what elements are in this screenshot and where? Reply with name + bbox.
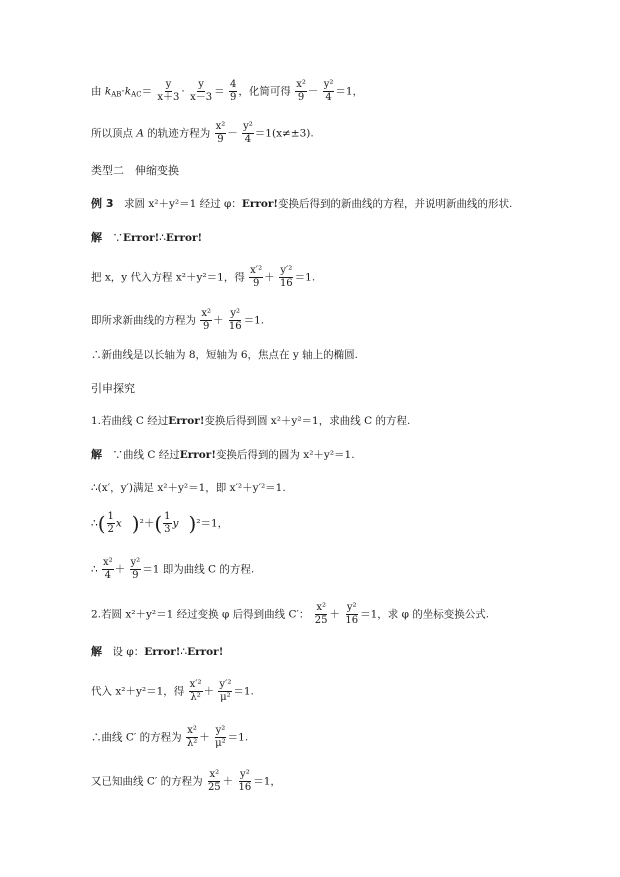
curve-c-prime-line (91, 726, 248, 749)
text: ＝1. (243, 314, 265, 327)
text: 把 x，y 代入方程 x²＋y²＝1，得 (91, 271, 245, 284)
fraction-part: x′² (189, 679, 202, 690)
text: 变换后得到的圆为 x²＋y²＝1. (215, 449, 355, 461)
fraction-part: x² (209, 769, 220, 780)
fraction-part: x² (215, 121, 226, 132)
text: ＝ (141, 85, 153, 98)
fraction (107, 512, 115, 535)
fraction-part: y² (346, 602, 357, 613)
example-label: 例 3 (91, 197, 114, 210)
fraction-part: x² (187, 725, 197, 736)
fraction (214, 726, 227, 749)
fraction-part: 16 (238, 782, 252, 793)
fraction-part: 4 (244, 134, 252, 145)
curve-c-equation-line (91, 558, 254, 581)
text: ＋ (222, 775, 234, 788)
fraction-part: y′² (219, 679, 232, 690)
paren: ) (131, 511, 140, 536)
text: 由 (91, 85, 105, 98)
fraction-part: x′² (250, 265, 263, 276)
fraction-part: y² (243, 121, 253, 132)
text: ∴曲线 C′ 的方程为 (91, 731, 182, 744)
text: 的轨迹方程为 (143, 127, 211, 140)
fraction-part: x² (296, 79, 306, 90)
text: ＝ (214, 85, 225, 98)
fraction-part: y² (130, 557, 141, 568)
question-1 (91, 416, 410, 427)
fraction-part: 9 (229, 92, 237, 103)
text: ＝1(x≠±3). (254, 127, 314, 140)
fraction-part: λ² (186, 738, 198, 749)
subscript: AB (111, 90, 122, 99)
text: 设 φ： (102, 646, 145, 658)
text: x (115, 517, 122, 530)
fraction (189, 680, 203, 703)
fraction-part: 3 (164, 524, 171, 535)
solution-label: 解 (91, 231, 102, 244)
text: ＋ (203, 685, 215, 698)
text: ＋ (213, 314, 224, 327)
solution-1 (91, 232, 202, 244)
fraction-part: y² (215, 725, 226, 736)
fraction (295, 80, 307, 103)
fraction (228, 309, 243, 332)
text: · (121, 85, 125, 98)
text: 又已知曲线 C′ 的方程为 (91, 775, 203, 788)
new-curve-equation-line (91, 309, 264, 332)
fraction (130, 558, 142, 581)
locus-equation-line (91, 122, 314, 145)
text: · (181, 85, 185, 98)
fraction-part: y² (323, 79, 334, 90)
fraction-part: 1 (164, 511, 171, 522)
fraction-part: 9 (132, 570, 139, 581)
fraction (218, 680, 232, 703)
text: ＝1. (294, 271, 316, 284)
fraction (156, 80, 180, 103)
text: ＝1， (335, 85, 364, 98)
text: 求圆 x²＋y²＝1 经过 φ： (113, 198, 242, 210)
solution-label: 解 (91, 645, 102, 658)
fraction-part: x² (103, 557, 113, 568)
fraction-part: 16 (228, 321, 242, 332)
text: ∴ (159, 232, 166, 244)
example-3 (91, 198, 512, 210)
fraction-part: y′² (280, 265, 293, 276)
text: y (172, 517, 179, 530)
text: ＝1，求 φ 的坐标变换公式. (360, 608, 490, 621)
fraction-part: 2 (107, 524, 114, 535)
substitute-line (91, 680, 254, 703)
fraction-part: 1 (107, 511, 114, 522)
text: ＋ (114, 563, 126, 576)
known-curve-line (91, 770, 281, 793)
fraction (207, 770, 222, 793)
fraction-part: 9 (217, 134, 224, 145)
text: ＋ (264, 271, 275, 284)
fraction (314, 603, 329, 626)
solution-2 (91, 449, 355, 461)
text: 变换后得到圆 x²＋y²＝1，求曲线 C 的方程. (204, 415, 411, 427)
slope-product-line (91, 80, 363, 103)
text: ∵曲线 C 经过 (102, 449, 180, 461)
fraction (229, 80, 237, 103)
fraction-part: x² (201, 308, 211, 319)
fraction-part: y² (230, 308, 241, 319)
fraction-part: x－3 (190, 92, 213, 103)
fraction-part: 9 (297, 92, 305, 103)
fraction-part: 4 (325, 92, 332, 103)
text: ＝1， (253, 775, 281, 788)
fraction-part: 4 (104, 570, 112, 581)
fraction (200, 309, 212, 332)
text: k (124, 85, 132, 98)
fraction-part: y (165, 79, 172, 90)
fraction-part: 25 (314, 615, 328, 626)
fraction (215, 122, 227, 145)
fraction-part: μ² (215, 738, 226, 749)
fraction-part: x＋3 (157, 92, 180, 103)
paren: ( (97, 511, 106, 536)
text: 2.若圆 x²＋y²＝1 经过变换 φ 后得到曲线 C′： (91, 608, 310, 621)
solution-label: 解 (91, 448, 102, 461)
text: ∴ (91, 563, 98, 576)
text: k (104, 85, 112, 98)
error-text: Error! (187, 646, 224, 658)
text: ＝1 即为曲线 C 的方程. (142, 563, 255, 576)
error-text: Error! (168, 415, 205, 427)
conclusion-line: ∴新曲线是以长轴为 8，短轴为 6，焦点在 y 轴上的椭圆. (91, 349, 358, 361)
text: ∴ (180, 646, 188, 658)
error-text: Error! (165, 232, 203, 244)
paren: ) (188, 511, 197, 536)
error-text: Error! (123, 232, 160, 244)
text: ＝1. (233, 685, 254, 698)
fraction-part: λ² (190, 692, 201, 703)
text: － (227, 127, 238, 140)
fraction (344, 603, 359, 626)
text: 变换后得到的新曲线的方程，并说明新曲线的形状. (278, 198, 513, 210)
text: 所以顶点 (91, 127, 137, 140)
text: ∵ (102, 232, 123, 244)
fraction (279, 266, 294, 289)
section-heading: 引申探究 (91, 382, 135, 395)
text: A (136, 127, 144, 140)
fraction-part: 25 (207, 782, 221, 793)
text: ＝1. (227, 731, 249, 744)
subscript: AC (131, 90, 142, 99)
solution-3 (91, 646, 223, 658)
fraction (249, 266, 263, 289)
fraction-part: 9 (202, 321, 210, 332)
fraction (163, 512, 171, 535)
text: 代入 x²＋y²＝1，得 (91, 685, 185, 698)
text: － (307, 85, 319, 98)
text: ∴ (91, 517, 98, 530)
fraction-part: x² (316, 602, 326, 613)
paren: ( (154, 511, 163, 536)
error-text: Error! (179, 449, 216, 461)
text: 1.若曲线 C 经过 (91, 415, 169, 427)
fraction (189, 80, 213, 103)
text: ，化简可得 (238, 85, 291, 98)
fraction (238, 770, 253, 793)
text: ²＋ (139, 517, 155, 530)
text: ＋ (329, 608, 341, 621)
fraction (242, 122, 254, 145)
fraction-part: 16 (279, 278, 293, 289)
fraction (102, 558, 114, 581)
scaled-equation-line (91, 512, 228, 535)
fraction-part: 4 (229, 79, 237, 90)
fraction-part: 9 (252, 278, 260, 289)
text: ²＝1， (196, 517, 229, 530)
fraction-part: y² (240, 769, 250, 780)
fraction (186, 726, 198, 749)
satisfy-line: ∴(x′，y′)满足 x²＋y²＝1，即 x′²＋y′²＝1. (91, 482, 286, 494)
substitution-line (91, 266, 315, 289)
error-text: Error! (241, 198, 279, 210)
text: ＋ (199, 731, 210, 744)
fraction (323, 80, 335, 103)
fraction-part: 16 (345, 615, 359, 626)
fraction-part: y (198, 79, 204, 90)
question-2 (91, 603, 489, 626)
error-text: Error! (144, 646, 181, 658)
text: 即所求新曲线的方程为 (91, 314, 196, 327)
section-heading: 类型二 伸缩变换 (91, 164, 179, 177)
fraction-part: μ² (220, 692, 231, 703)
